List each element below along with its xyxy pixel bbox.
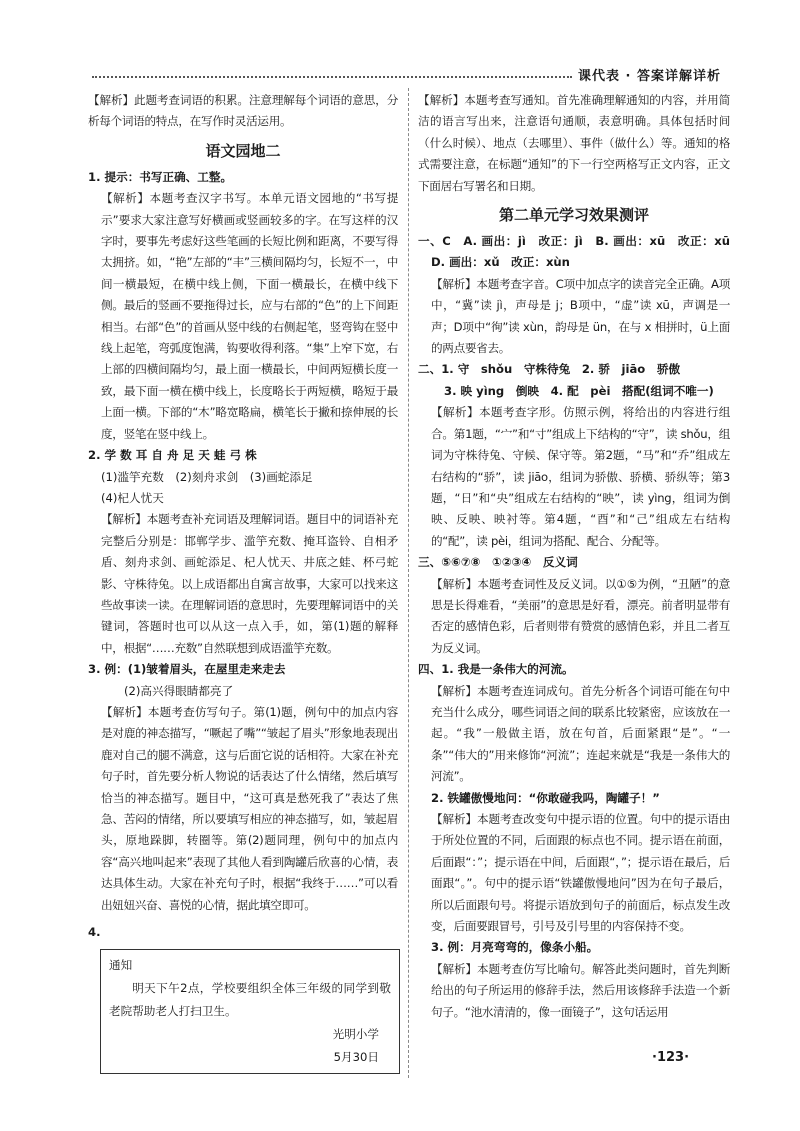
- q2-explanation: 【解析】本题考查补充词语及理解词语。题目中的词语补充完整后分别是：邯郸学步、滥竽充数、掩耳盗铃、自相矛盾、刻舟求剑、画蛇添足、杞人忧天、井底之蛙、杯弓蛇影、守株待兔。以上成语都出自寓言故事，大家可以找来这些故事读一读。在理解词语的意思时，先要理解词语中的关键词，答题时也可以从这一点入手，如，第(1)题的解释中，根据“……充数”自然联想到成语滥竽充数。: [101, 512, 398, 655]
- header-dotted-rule: [92, 76, 572, 78]
- column-divider: [408, 88, 409, 1078]
- q2-answer-line2: (1)滥竽充数 (2)刻舟求剑 (3)画蛇添足: [101, 469, 313, 484]
- notice-date: 5月30日: [333, 1050, 379, 1065]
- running-header: 课代表 · 答案详解详析: [578, 69, 721, 84]
- notice-title: 通知: [109, 958, 133, 973]
- page-number: ·123·: [652, 1050, 690, 1065]
- q3-answer-line2: (2)高兴得眼睛都亮了: [124, 683, 234, 698]
- s4-explanation-1: 【解析】本题考查连词成句。首先分析各个词语可能在句中充当什么成分，哪些词语之间的联系比较紧密，应该放在一起。“我”一般做主语，放在句首，后面紧跟“是”。“一条”“伟大的”用来修饰“河流”；连起来就是“我是一条伟大的河流”。: [431, 683, 730, 784]
- s3-explanation: 【解析】本题考查词性及反义词。以①⑤为例，“丑陋”的意思是长得难看，“美丽”的意思是好看，漂亮。前者明显带有否定的感情色彩，后者则带有赞赏的感情色彩，并且二者互为反义词。: [431, 576, 730, 655]
- notice-explanation: 【解析】本题考查写通知。首先准确理解通知的内容，并用简洁的语言写出来，注意语句通顺，表意明确。具体包括时间（什么时候）、地点（去哪里）、事件（做什么）等。通知的格式需要注意，在标题“通知”的下一行空两格写正文内容，正文下面居右写署名和日期。: [418, 93, 730, 193]
- s4-answer-1: 四、1. 我是一条伟大的河流。: [418, 662, 574, 677]
- q2-answer: 2. 学 数 耳 自 舟 足 天 蛙 弓 株: [88, 448, 257, 463]
- q4-label: 4.: [88, 925, 101, 940]
- s4-answer-3: 3. 例：月亮弯弯的，像条小船。: [431, 940, 599, 955]
- q1-answer: 1. 提示：书写正确、工整。: [88, 169, 233, 184]
- notice-box: [100, 949, 400, 1074]
- intro-explanation: 【解析】此题考查词语的积累。注意理解每个词语的意思，分析每个词语的特点，在写作时灵活运用。: [88, 93, 398, 129]
- notice-body: 明天下午2点，学校要组织全体三年级的同学到敬老院帮助老人打扫卫生。: [109, 981, 391, 1019]
- s2-answer-line1: 二、1. 守 shǒu 守株待兔 2. 骄 jiāo 骄傲: [418, 362, 681, 377]
- s1-answer: 一、C A. 画出：jì 改正：jì B. 画出：xū 改正：xū D. 画出：xǔ 改正：xùn: [418, 234, 742, 270]
- s4-answer-2: 2. 铁罐傲慢地问：“你敢碰我吗，陶罐子！”: [431, 790, 660, 805]
- right-column: [418, 90, 742, 1023]
- q2-answer-line3: (4)杞人忧天: [101, 490, 164, 505]
- s4-explanation-3: 【解析】本题考查仿写比喻句。解答此类问题时，首先判断给出的句子所运用的修辞手法，然后用该修辞手法造一个新句子。“池水清清的，像一面镜子”，这句话运用: [431, 961, 730, 1019]
- section-title-yuwen-garden: 语文园地二: [205, 141, 281, 160]
- q3-answer: 3. 例：(1)皱着眉头，在屋里走来走去: [88, 662, 286, 677]
- s3-answer: 三、⑤⑥⑦⑧ ①②③④ 反义词: [418, 555, 578, 570]
- s2-explanation: 【解析】本题考查字形。仿照示例，将给出的内容进行组合。第1题，“宀”和“寸”组成上下结构的“守”，读 shǒu，组词为守株待兔、守候、保守等。第2题，“马”和“乔”组成左右结构的“骄”，读 jiāo，组词为骄傲、骄横、骄纵等；第3题，“日”和“央”组成左右结构的“映”，读 yìng，组词为倒映、反映、映衬等。第4题，“酉”和“己”组成左右结构的“配”，读 pèi，组词为搭配、配合、分配等。: [431, 405, 730, 548]
- notice-signer: 光明小学: [332, 1027, 379, 1042]
- s2-answer-line2: 3. 映 yìng 倒映 4. 配 pèi 搭配(组词不唯一): [444, 383, 714, 398]
- s1-explanation: 【解析】本题考查字音。C项中加点字的读音完全正确。A项中，“冀”读 jì，声母是 j；B项中，“虚”读 xū，声调是一声；D项中“徇”读 xùn，韵母是 ün，在与 x 相拼时，ü上面的两点要省去。: [431, 276, 730, 356]
- s4-explanation-2: 【解析】本题考查改变句中提示语的位置。句中的提示语由于所处位置的不同，后面跟的标点也不同。提示语在前面，后面跟“：”；提示语在中间，后面跟“，”；提示语在最后，后面跟“。”。句中的提示语“铁罐傲慢地问”因为在句子最后，所以后面跟句号。将提示语放到句子的前面后，标点发生改变，后面要跟冒号，引号及引号里的内容保持不变。: [431, 812, 730, 934]
- q1-explanation: 【解析】本题考查汉字书写。本单元语文园地的“书写提示”要求大家注意写好横画或竖画较多的字。在写这样的汉字时，要事先考虑好这些笔画的长短比例和距离，不要写得太拥挤。如，“艳”左部的“丰”三横间隔均匀，长短不一，中间一横最短，在横中线上侧，下面一横最长，在横中线下侧。最后的竖画不要拖得过长，应与右部的“色”的上下间距相当。右部“色”的首画从竖中线的右侧起笔，竖弯钩在竖中线上起笔，弯弧度饱满，钩要收得利落。“集”上窄下宽，右上部的四横间隔均匀，最上面一横最长，中间两短横长度一致，最下面一横在横中线上，长度略长于两短横，略短于最上面一横。下部的“木”略宽略扁，横笔长于撇和捺伸展的长度，竖笔在竖中线上。: [101, 191, 398, 441]
- left-column: [88, 90, 398, 1074]
- q3-explanation: 【解析】本题考查仿写句子。第(1)题，例句中的加点内容是对鹿的神态描写，“噘起了嘴”“皱起了眉头”形象地表现出鹿对自己的腿不满意，这与后面它说的话相符。大家在补充句子时，首先要分析人物说的话表达了什么情绪，然后填写恰当的神态描写。题目中，“这可真是愁死我了”表达了焦急、苦闷的情绪，所以要填写相应的神态描写，如，皱起眉头，原地跺脚，转圈等。第(2)题同理，例句中的加点内容“高兴地叫起来”表现了其他人看到陶罐后欣喜的心情，表达具体生动。大家在补充句子时，根据“我终于……”可以看出妞妞兴奋、喜悦的心情，据此填空即可。: [101, 704, 398, 912]
- section-title-unit-test: 第二单元学习效果测评: [498, 206, 649, 225]
